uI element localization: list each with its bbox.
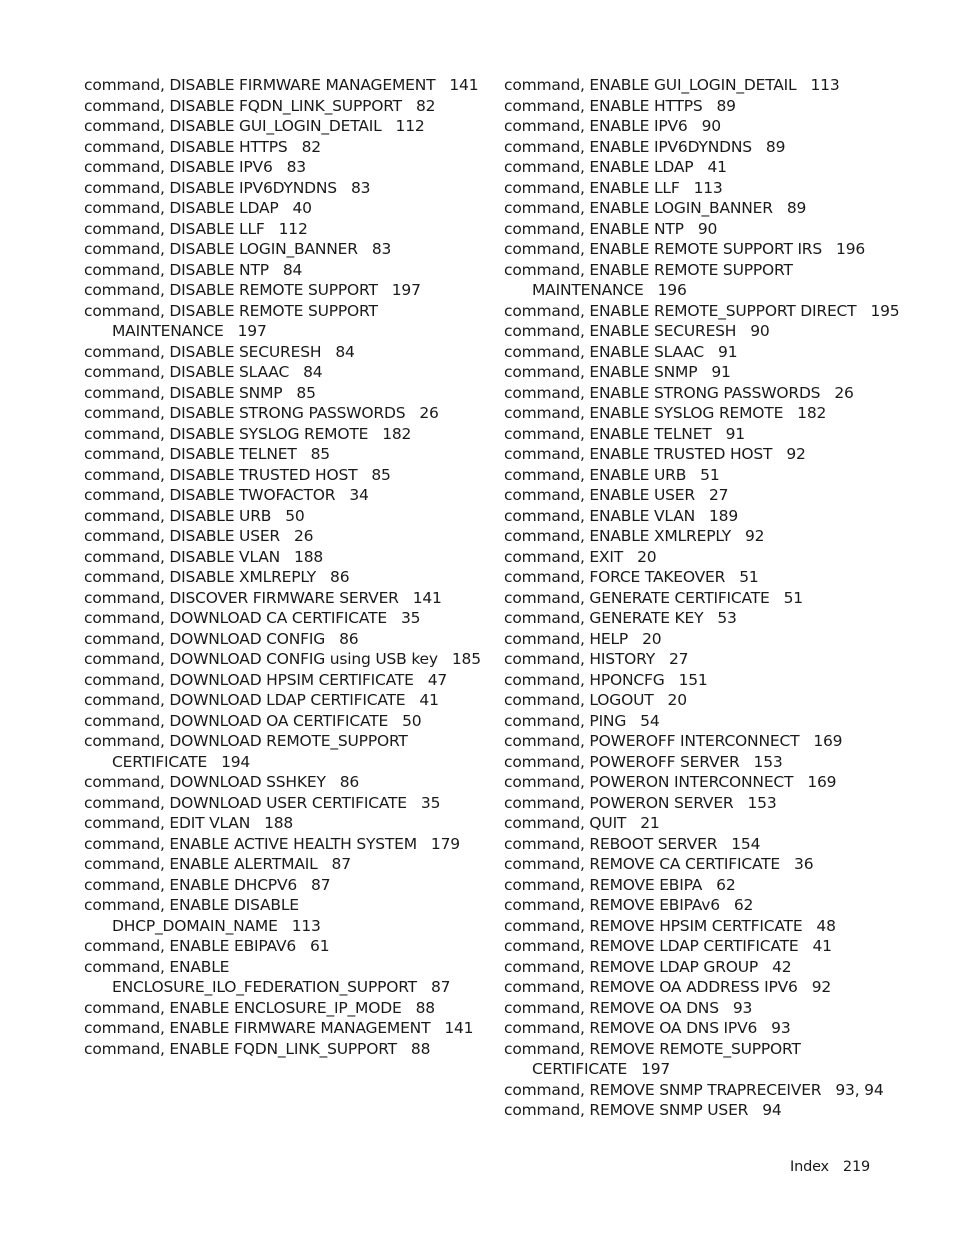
index-page-ref[interactable]: 27 [708,486,729,504]
index-entry [84,198,484,219]
index-page-ref[interactable]: 113 [693,178,723,197]
index-entry [84,157,484,178]
index-page-ref[interactable]: 112 [278,219,308,238]
index-entry [504,219,904,240]
index-entry [84,895,484,936]
index-entry [84,834,484,855]
index-page-ref[interactable]: 89 [786,199,807,217]
index-entry [84,137,484,158]
index-entry [504,690,904,711]
index-page-ref[interactable]: 93, 94 [835,1080,884,1099]
footer-section-label: Index [790,1159,829,1175]
index-page-ref[interactable]: 153 [747,793,777,812]
index-page-ref[interactable]: 26 [294,527,314,545]
index-page-ref[interactable]: 62 [733,896,754,914]
index-term: command, REMOVE SNMP TRAPRECEIVER [504,1080,822,1099]
index-term: command, DISABLE GUI_LOGIN_DETAIL [84,117,382,135]
index-entry [504,875,904,896]
index-term: command, DISABLE LLF [84,219,265,238]
index-term: command, ENABLE HTTPS [504,96,703,115]
index-page-ref[interactable]: 51 [700,465,720,484]
index-term: command, REMOVE LDAP GROUP [504,957,759,976]
index-page-ref[interactable]: 90 [750,322,770,340]
index-entry [504,608,904,629]
index-page-ref[interactable]: 41 [707,158,727,176]
index-page-ref[interactable]: 93 [732,998,753,1017]
index-page-ref[interactable]: 91 [718,342,738,361]
index-term: command, POWEROFF INTERCONNECT [504,732,800,750]
index-page-ref[interactable]: 40 [292,199,312,217]
index-entry [504,957,904,978]
index-page-ref[interactable]: 113 [810,76,840,94]
index-term: command, REMOVE SNMP USER [504,1101,749,1119]
index-term: command, DOWNLOAD USER CERTIFICATE [84,793,407,812]
index-entry [504,342,904,363]
index-entry [504,403,904,424]
index-term: command, ENABLE EBIPAV6 [84,937,297,955]
index-term: command, REMOVE OA DNS [504,998,719,1017]
index-entry [504,998,904,1019]
index-term: command, QUIT [504,814,627,832]
index-entry [84,649,484,670]
index-entry [84,96,484,117]
index-page-ref[interactable]: 50 [285,506,305,525]
index-page-ref[interactable]: 83 [371,240,392,258]
index-term: command, ENABLE FIRMWARE MANAGEMENT [84,1019,431,1037]
index-term: command, ENABLE IPV6 [504,117,688,135]
index-entry [504,567,904,588]
index-term: command, DOWNLOAD HPSIM CERTIFICATE [84,670,414,689]
index-term: command, REMOVE REMOTE_SUPPORT CERTIFICATE [504,1039,801,1078]
index-page-ref[interactable]: 92 [786,445,806,463]
index-page-ref[interactable]: 83 [350,178,371,197]
index-entry [504,198,904,219]
index-term: command, GENERATE CERTIFICATE [504,588,770,607]
index-page-ref[interactable]: 88 [410,1039,431,1058]
index-page-ref[interactable]: 169 [807,773,837,791]
index-page-ref[interactable]: 82 [415,96,436,115]
index-term: command, ENABLE DISABLE DHCP_DOMAIN_NAME [84,896,299,935]
index-entry [504,260,904,301]
index-term: command, ENABLE VLAN [504,506,695,525]
index-entry [84,711,484,732]
index-entry [84,485,484,506]
index-term: command, DISCOVER FIRMWARE SERVER [84,588,399,607]
index-page-ref[interactable]: 86 [339,629,359,648]
index-entry [84,588,484,609]
index-entry [84,547,484,568]
index-term: command, ENABLE XMLREPLY [504,527,731,545]
index-page-ref[interactable]: 36 [794,855,814,873]
index-term: command, DISABLE FQDN_LINK_SUPPORT [84,96,402,115]
index-entry [504,772,904,793]
index-page-ref[interactable]: 85 [371,465,391,484]
index-term: command, ENABLE SYSLOG REMOTE [504,404,784,422]
index-entry [504,916,904,937]
index-page-ref[interactable]: 84 [303,363,323,381]
index-entry [84,444,484,465]
index-term: command, ENABLE TRUSTED HOST [504,445,773,463]
index-entry [504,793,904,814]
index-page-ref[interactable]: 34 [349,486,369,504]
index-page-ref[interactable]: 169 [813,732,843,750]
index-entry [84,260,484,281]
index-page-ref[interactable]: 141 [444,1019,474,1037]
index-term: command, ENABLE ACTIVE HEALTH SYSTEM [84,834,417,853]
index-term: command, DISABLE REMOTE SUPPORT MAINTENANCE [84,301,378,340]
index-page-ref[interactable]: 83 [286,158,306,176]
index-page-ref[interactable]: 35 [400,609,421,627]
index-term: command, REMOVE HPSIM CERTFICATE [504,916,803,935]
index-page-ref[interactable]: 113 [291,916,321,935]
index-term: command, DOWNLOAD LDAP CERTIFICATE [84,691,406,709]
index-page-ref[interactable]: 20 [637,547,657,566]
index-entry [84,424,484,445]
index-entry [504,157,904,178]
index-term: command, POWEROFF SERVER [504,752,740,771]
index-entry [504,526,904,547]
index-term: command, ENABLE SECURESH [504,322,737,340]
index-column-right [504,75,904,1121]
index-entry [84,854,484,875]
index-entry [504,1039,904,1080]
index-term: command, DISABLE IPV6 [84,158,273,176]
index-page-ref[interactable]: 93 [771,1019,791,1037]
index-entry [504,1100,904,1121]
index-entry [504,383,904,404]
index-term: command, REMOVE EBIPAv6 [504,896,720,914]
index-term: command, POWERON SERVER [504,793,734,812]
index-entry [504,854,904,875]
index-entry [504,731,904,752]
index-entry [84,670,484,691]
index-term: command, DISABLE IPV6DYNDNS [84,178,337,197]
index-term: command, ENABLE LOGIN_BANNER [504,199,773,217]
index-term: command, ENABLE ALERTMAIL [84,855,318,873]
index-term: command, REMOVE CA CERTIFICATE [504,855,781,873]
index-page-ref[interactable]: 27 [669,650,689,668]
index-page-ref[interactable]: 188 [294,547,324,566]
index-page-ref[interactable]: 51 [783,588,803,607]
index-page-ref[interactable]: 61 [310,937,330,955]
index-page-ref[interactable]: 21 [640,814,660,832]
index-page-ref[interactable]: 182 [382,424,412,443]
index-entry [84,526,484,547]
index-entry [84,178,484,199]
index-entry [504,321,904,342]
index-entry [84,629,484,650]
index-entry [84,690,484,711]
index-entry [504,629,904,650]
index-entry [504,649,904,670]
index-term: command, DOWNLOAD SSHKEY [84,773,326,791]
index-term: command, DISABLE TELNET [84,445,297,463]
index-page-ref[interactable]: 89 [765,137,786,156]
index-entry [504,362,904,383]
index-page-ref[interactable]: 20 [667,691,687,709]
index-entry [504,588,904,609]
index-entry [504,137,904,158]
index-page-ref[interactable]: 50 [402,711,422,730]
index-page-ref[interactable]: 92 [811,978,832,996]
index-term: command, ENABLE LLF [504,178,680,197]
index-entry [84,116,484,137]
index-entry [84,567,484,588]
index-term: command, EXIT [504,547,624,566]
index-term: command, REMOVE OA DNS IPV6 [504,1019,758,1037]
index-page-ref[interactable]: 26 [419,404,439,422]
index-page-ref[interactable]: 85 [310,445,330,463]
index-page-ref[interactable]: 89 [716,96,736,115]
index-entry [84,998,484,1019]
index-entry [504,485,904,506]
index-page-ref[interactable]: 84 [335,342,355,361]
index-term: command, PING [504,711,627,730]
page-footer [790,1157,870,1177]
index-term: command, DISABLE TWOFACTOR [84,486,336,504]
index-page-ref[interactable]: 51 [739,568,759,586]
index-entry [84,219,484,240]
index-entry [504,936,904,957]
index-page-ref[interactable]: 85 [296,383,316,402]
index-page-ref[interactable]: 197 [641,1060,671,1078]
index-term: command, DOWNLOAD REMOTE_SUPPORT CERTIFICATE [84,732,408,771]
index-term: command, DISABLE HTTPS [84,137,288,156]
index-page-ref[interactable]: 82 [301,137,321,156]
index-entry [504,547,904,568]
index-term: command, ENABLE REMOTE SUPPORT MAINTENANCE [504,260,793,299]
index-term: command, DISABLE REMOTE SUPPORT [84,281,378,299]
index-entry [504,96,904,117]
index-term: command, HELP [504,629,629,648]
index-page-ref[interactable]: 48 [816,916,836,935]
index-page-ref[interactable]: 91 [711,363,731,381]
index-term: command, DISABLE LDAP [84,199,279,217]
index-entry [84,383,484,404]
index-page-ref[interactable]: 141 [412,588,442,607]
index-term: command, REMOVE OA ADDRESS IPV6 [504,978,798,996]
index-page-ref[interactable]: 62 [716,875,736,894]
index-entry [84,1039,484,1060]
index-term: command, ENABLE URB [504,465,687,484]
index-page-ref[interactable]: 112 [395,117,425,135]
index-page-ref[interactable]: 87 [311,875,331,894]
index-page-ref[interactable]: 182 [797,404,827,422]
index-entry [84,342,484,363]
index-term: command, ENABLE REMOTE SUPPORT IRS [504,240,823,258]
index-page-ref[interactable]: 84 [282,260,303,279]
index-page-ref[interactable]: 195 [870,301,900,320]
index-entry [84,875,484,896]
index-page-ref[interactable]: 90 [701,117,721,135]
index-page-ref[interactable]: 154 [731,834,761,853]
index-term: command, DISABLE SYSLOG REMOTE [84,424,369,443]
index-term: command, EDIT VLAN [84,814,251,832]
index-term: command, DOWNLOAD CONFIG using USB key [84,650,438,668]
index-column-left [84,75,484,1059]
index-page-ref[interactable]: 185 [451,650,481,668]
index-page-ref[interactable]: 20 [642,629,662,648]
index-entry [84,731,484,772]
index-entry [504,977,904,998]
index-page-ref[interactable]: 197 [237,322,267,340]
index-entry [504,506,904,527]
index-term: command, DISABLE USER [84,527,280,545]
index-term: command, DISABLE TRUSTED HOST [84,465,358,484]
index-page-ref[interactable]: 42 [772,957,792,976]
index-page-ref[interactable]: 91 [725,424,745,443]
index-term: command, DISABLE URB [84,506,272,525]
index-entry [504,424,904,445]
index-term: command, HPONCFG [504,670,665,689]
footer-page-number: 219 [842,1159,870,1175]
index-term: command, DISABLE VLAN [84,547,281,566]
index-entry [504,75,904,96]
index-term: command, ENABLE SNMP [504,363,698,381]
index-term: command, ENABLE NTP [504,219,684,238]
index-entry [84,813,484,834]
index-term: command, LOGOUT [504,691,654,709]
index-entry [84,957,484,998]
index-term: command, DOWNLOAD CA CERTIFICATE [84,609,387,627]
index-term: command, ENABLE DHCPV6 [84,875,298,894]
index-term: command, DISABLE SLAAC [84,363,290,381]
index-entry [504,178,904,199]
index-term: command, REMOVE LDAP CERTIFICATE [504,937,799,955]
index-page-ref[interactable]: 196 [657,281,687,299]
index-entry [84,1018,484,1039]
index-term: command, ENABLE TELNET [504,424,712,443]
index-page-ref[interactable]: 41 [812,937,832,955]
index-page-ref[interactable]: 189 [709,506,738,525]
index-page-ref[interactable]: 188 [264,814,294,832]
index-page-ref[interactable]: 87 [430,978,451,996]
index-term: command, ENABLE GUI_LOGIN_DETAIL [504,76,797,94]
index-entry [504,711,904,732]
index-entry [504,301,904,322]
index-entry [84,936,484,957]
index-entry [84,239,484,260]
index-entry [84,793,484,814]
index-page-ref[interactable]: 86 [330,568,350,586]
index-term: command, ENABLE SLAAC [504,342,705,361]
index-page-ref[interactable]: 196 [836,240,866,258]
index-term: command, ENABLE ENCLOSURE_IP_MODE [84,998,402,1017]
index-page-ref[interactable]: 153 [753,752,783,771]
index-page-ref[interactable]: 92 [744,527,765,545]
index-entry [504,465,904,486]
index-page-ref[interactable]: 141 [449,76,479,94]
index-entry [84,280,484,301]
index-entry [84,772,484,793]
index-term: command, ENABLE FQDN_LINK_SUPPORT [84,1039,397,1058]
index-page-ref[interactable]: 35 [420,793,441,812]
index-term: command, GENERATE KEY [504,609,704,627]
index-page-ref[interactable]: 94 [762,1101,782,1119]
index-term: command, DISABLE XMLREPLY [84,568,317,586]
index-entry [84,362,484,383]
index-page-ref[interactable]: 151 [678,670,708,689]
index-page-ref[interactable]: 53 [717,609,737,627]
index-term: command, DOWNLOAD OA CERTIFICATE [84,711,389,730]
index-page-ref[interactable]: 179 [430,834,460,853]
index-entry [84,75,484,96]
index-page-ref[interactable]: 86 [339,773,360,791]
index-page-ref[interactable]: 26 [834,383,854,402]
index-term: command, ENABLE IPV6DYNDNS [504,137,752,156]
index-entry [504,239,904,260]
index-term: command, ENABLE LDAP [504,158,694,176]
index-entry [504,834,904,855]
index-term: command, DISABLE NTP [84,260,269,279]
index-term: command, ENABLE ENCLOSURE_ILO_FEDERATION_SUPPORT [84,957,417,996]
index-term: command, DOWNLOAD CONFIG [84,629,326,648]
index-page-ref[interactable]: 197 [391,281,421,299]
index-entry [504,116,904,137]
index-term: command, REMOVE EBIPA [504,875,703,894]
index-entry [84,301,484,342]
index-entry [84,465,484,486]
index-page-ref[interactable]: 88 [415,998,435,1017]
index-term: command, HISTORY [504,650,655,668]
index-entry [504,444,904,465]
index-term: command, DISABLE SECURESH [84,342,322,361]
index-term: command, ENABLE REMOTE_SUPPORT DIRECT [504,301,857,320]
index-entry [504,752,904,773]
index-page-ref[interactable]: 87 [331,855,351,873]
index-entry [84,608,484,629]
index-page-ref[interactable]: 47 [427,670,448,689]
index-term: command, DISABLE SNMP [84,383,283,402]
index-entry [504,1080,904,1101]
index-term: command, DISABLE LOGIN_BANNER [84,240,358,258]
index-page-ref[interactable]: 41 [419,691,439,709]
index-page-ref[interactable]: 194 [221,752,251,771]
index-page-ref[interactable]: 90 [697,219,718,238]
index-page-ref[interactable]: 54 [640,711,660,730]
index-entry [84,403,484,424]
index-entry [504,1018,904,1039]
index-term: command, FORCE TAKEOVER [504,568,726,586]
index-term: command, ENABLE USER [504,486,695,504]
index-term: command, DISABLE STRONG PASSWORDS [84,404,406,422]
index-entry [504,895,904,916]
index-term: command, ENABLE STRONG PASSWORDS [504,383,821,402]
index-entry [504,813,904,834]
index-entry [84,506,484,527]
index-entry [504,670,904,691]
index-term: command, POWERON INTERCONNECT [504,773,794,791]
index-term: command, DISABLE FIRMWARE MANAGEMENT [84,76,436,94]
index-term: command, REBOOT SERVER [504,834,718,853]
